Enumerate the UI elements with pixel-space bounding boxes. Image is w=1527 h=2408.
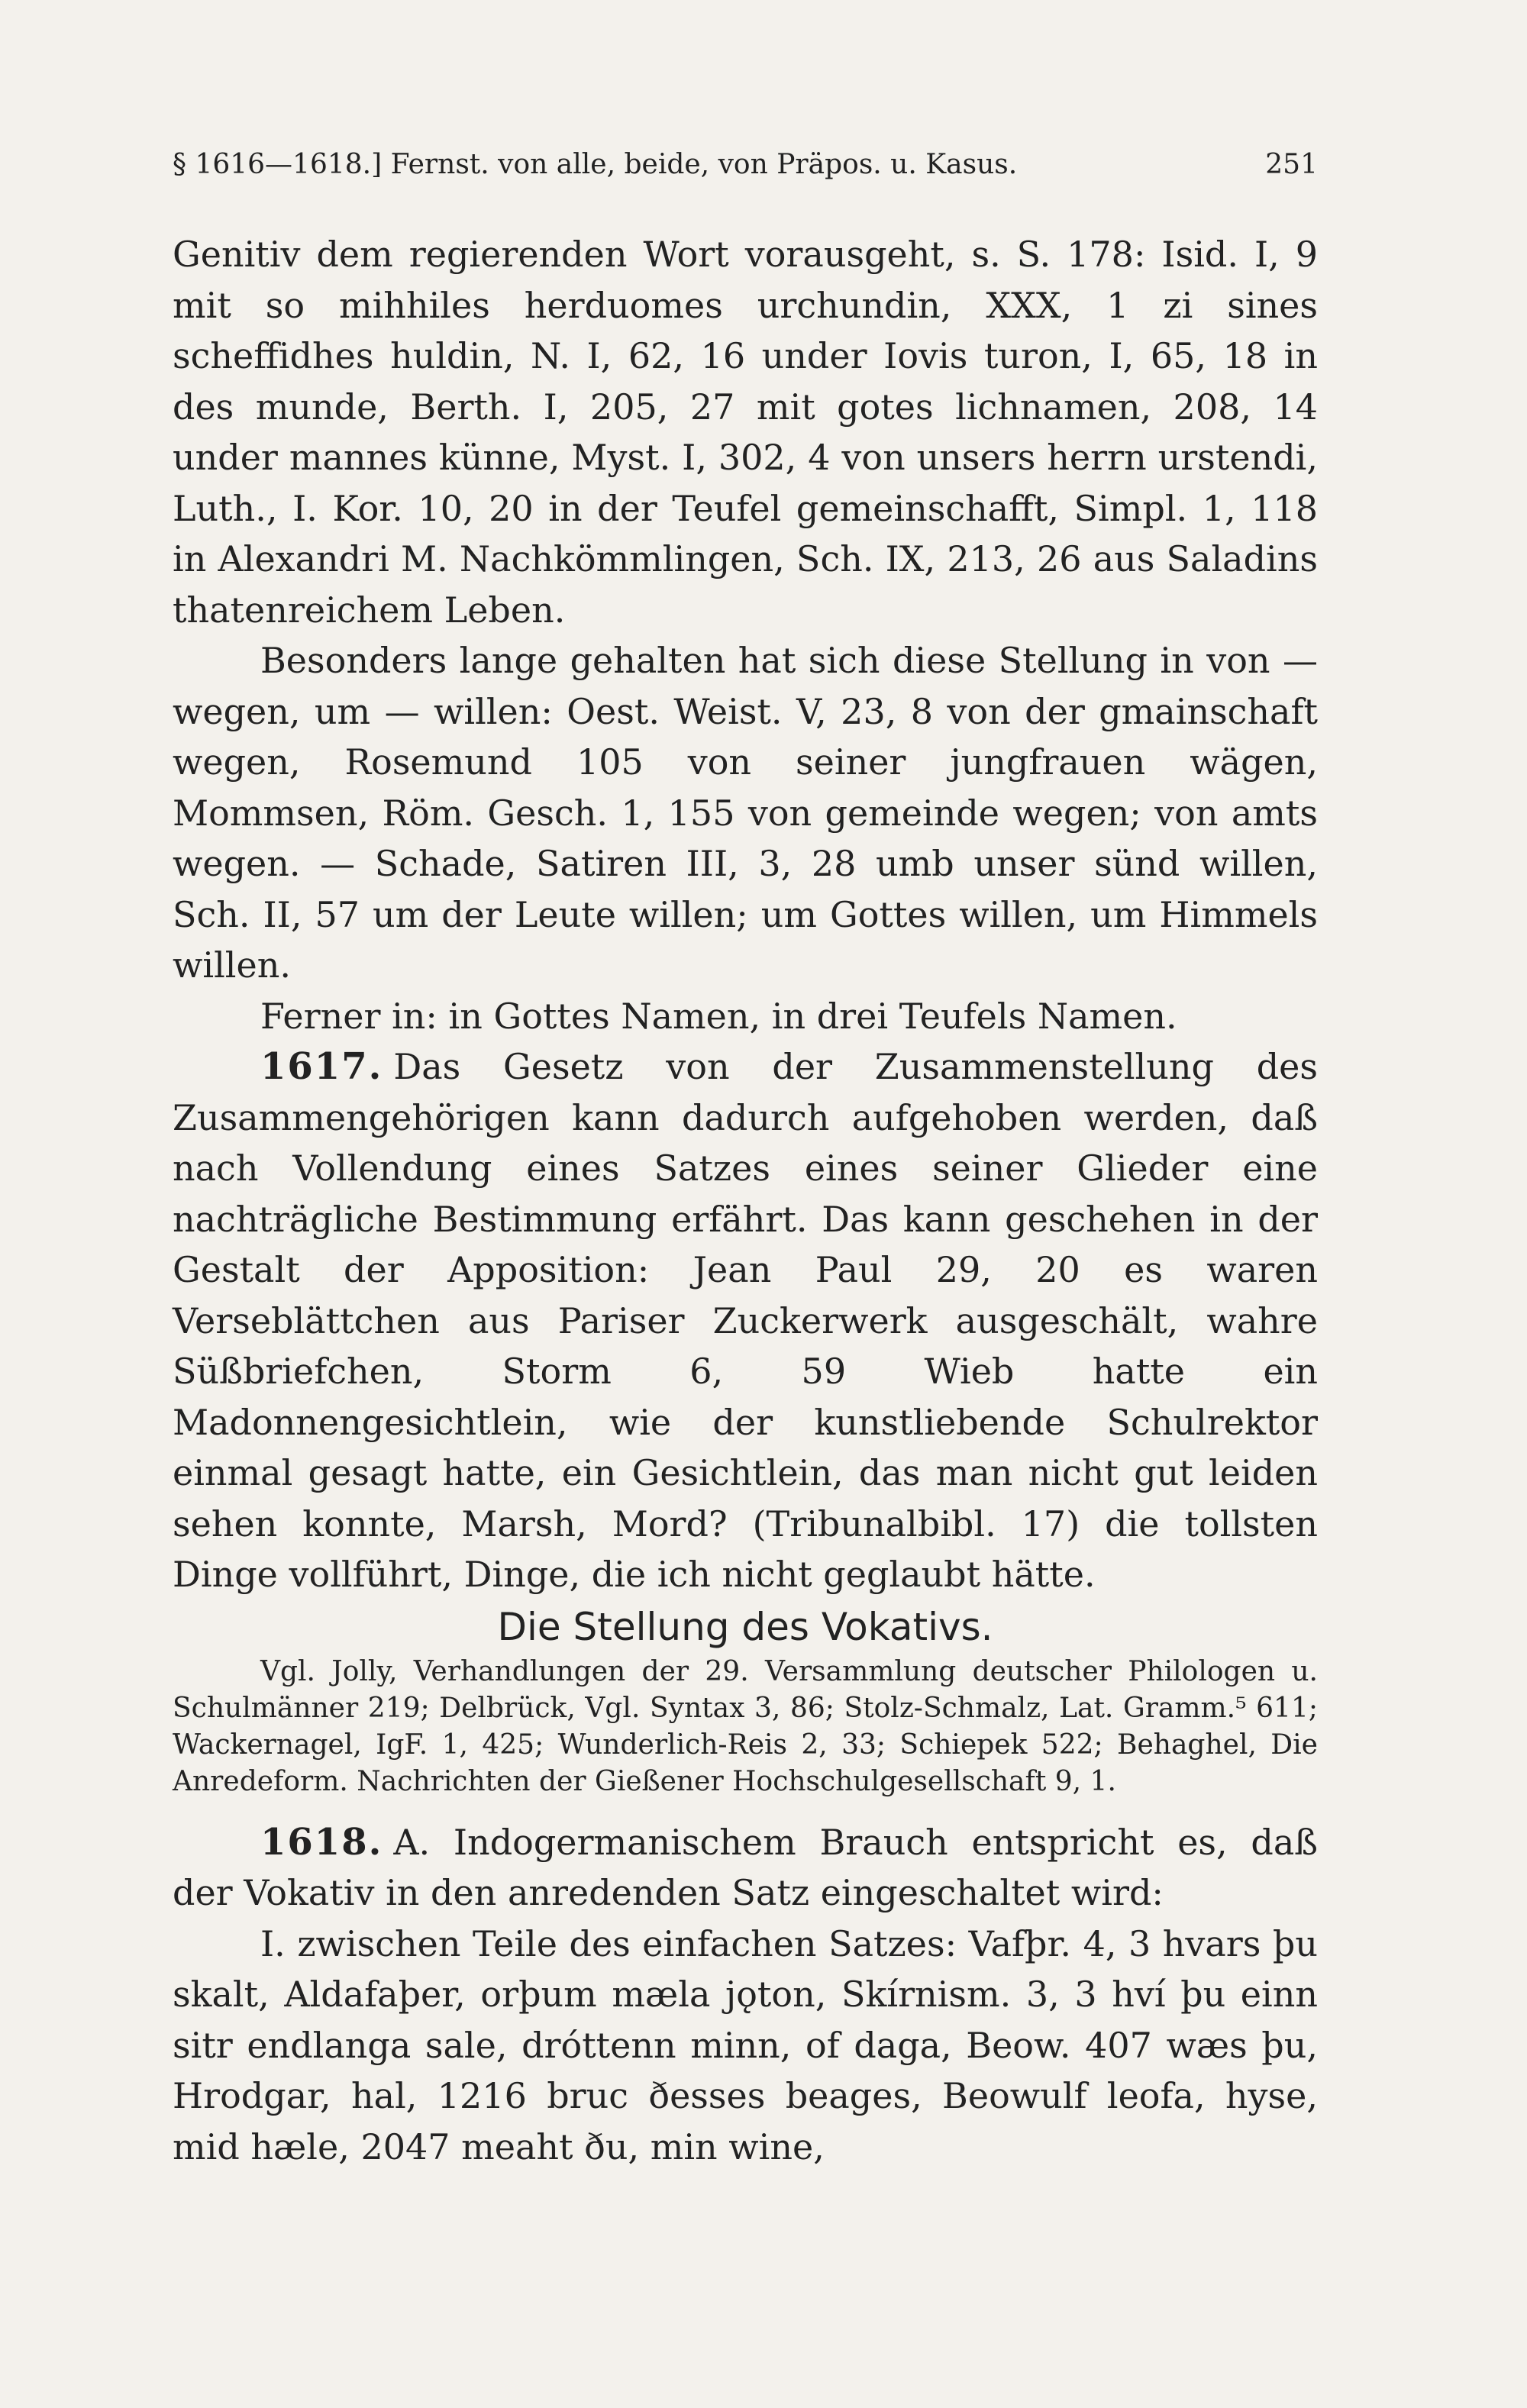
paragraph: Genitiv dem regierenden Wort vorausgeht, s. S. 178: Isid. I, 9 mit so mihhiles herduomes urchundin, XXX, 1 zi sines scheffidhes huldin, N. I, 62, 16 under Iovis turon, I, 65, 18 in des munde, Berth. I, 205, 27 mit gotes lichnamen, 208, 14 under mannes künne, Myst. I, 302, 4 von unsers herrn urstendi, Luth., I. Kor. 10, 20 in der Teufel gemeinschafft, Simpl. 1, 118 in Alexandri M. Nachkömmlingen, Sch. IX, 213, 26 aus Saladins thatenreichem Leben.	[173, 234, 1318, 631]
section-1617	[173, 1041, 1318, 1600]
section-number: 1618.	[260, 1820, 383, 1864]
section-1618	[173, 1817, 1318, 1919]
paragraph: Besonders lange gehalten hat sich diese Stellung in von — wegen, um — willen: Oest. Weist. V, 23, 8 von der gmainschaft wegen, Rosemund 105 von seiner jungfrauen wägen, Mommsen, Röm. Gesch. 1, 155 von gemeinde wegen; von amts wegen. — Schade, Satiren III, 3, 28 umb unser sünd willen, Sch. II, 57 um der Leute willen; um Gottes willen, um Himmels willen.	[173, 640, 1318, 986]
subheading: Die Stellung des Vokativs.	[497, 1604, 993, 1649]
section-text: A. Indogermanischem Brauch entspricht es, daß der Vokativ in den anredenden Satz eingeschaltet wird:	[173, 1821, 1318, 1913]
paragraph: I. zwischen Teile des einfachen Satzes: Vafþr. 4, 3 hvars þu skalt, Aldafaþer, orþum mæla jǫton, Skírnism. 3, 3 hví þu einn sitr endlanga sale, dróttenn minn, of daga, Beow. 407 wæs þu, Hrodgar, hal, 1216 bruc ðesses beages, Beowulf leofa, hyse, mid hæle, 2047 meaht ðu, min wine,	[173, 1922, 1318, 2168]
paragraph: Ferner in: in Gottes Namen, in drei Teufels Namen.	[260, 995, 1177, 1037]
running-header	[173, 142, 1318, 188]
section-number: 1617.	[260, 1045, 383, 1088]
main-text	[173, 229, 1318, 2172]
header-title: § 1616—1618.] Fernst. von alle, beide, von Präpos. u. Kasus.	[173, 149, 1018, 180]
bibliography: Vgl. Jolly, Verhandlungen der 29. Versammlung deutscher Philologen u. Schulmänner 219; Delbrück, Vgl. Syntax 3, 86; Stolz-Schmalz, Lat. Gramm.⁵ 611; Wackernagel, IgF. 1, 425; Wunderlich-Reis 2, 33; Schiepek 522; Behaghel, Die Anredeform. Nachrichten der Gießener Hochschulgesellschaft 9, 1.	[173, 1655, 1318, 1797]
section-text: Das Gesetz von der Zusammenstellung des Zusammengehörigen kann dadurch aufgehoben werden, daß nach Vollendung eines Satzes eines seiner Glieder eine nachträgliche Bestimmung erfährt. Das kann geschehen in der Gestalt der Apposition: Jean Paul 29, 20 es waren Verseblättchen aus Pariser Zuckerwerk ausgeschält, wahre Süßbriefchen, Storm 6, 59 Wieb hatte ein Madonnengesichtlein, wie der kunstliebende Schulrektor einmal gesagt hatte, ein Gesichtlein, das man nicht gut leiden sehen konnte, Marsh, Mord? (Tribunalbibl. 17) die tollsten Dinge vollführt, Dinge, die ich nicht geglaubt hätte.	[173, 1046, 1318, 1595]
page-number: 251	[1265, 149, 1318, 180]
